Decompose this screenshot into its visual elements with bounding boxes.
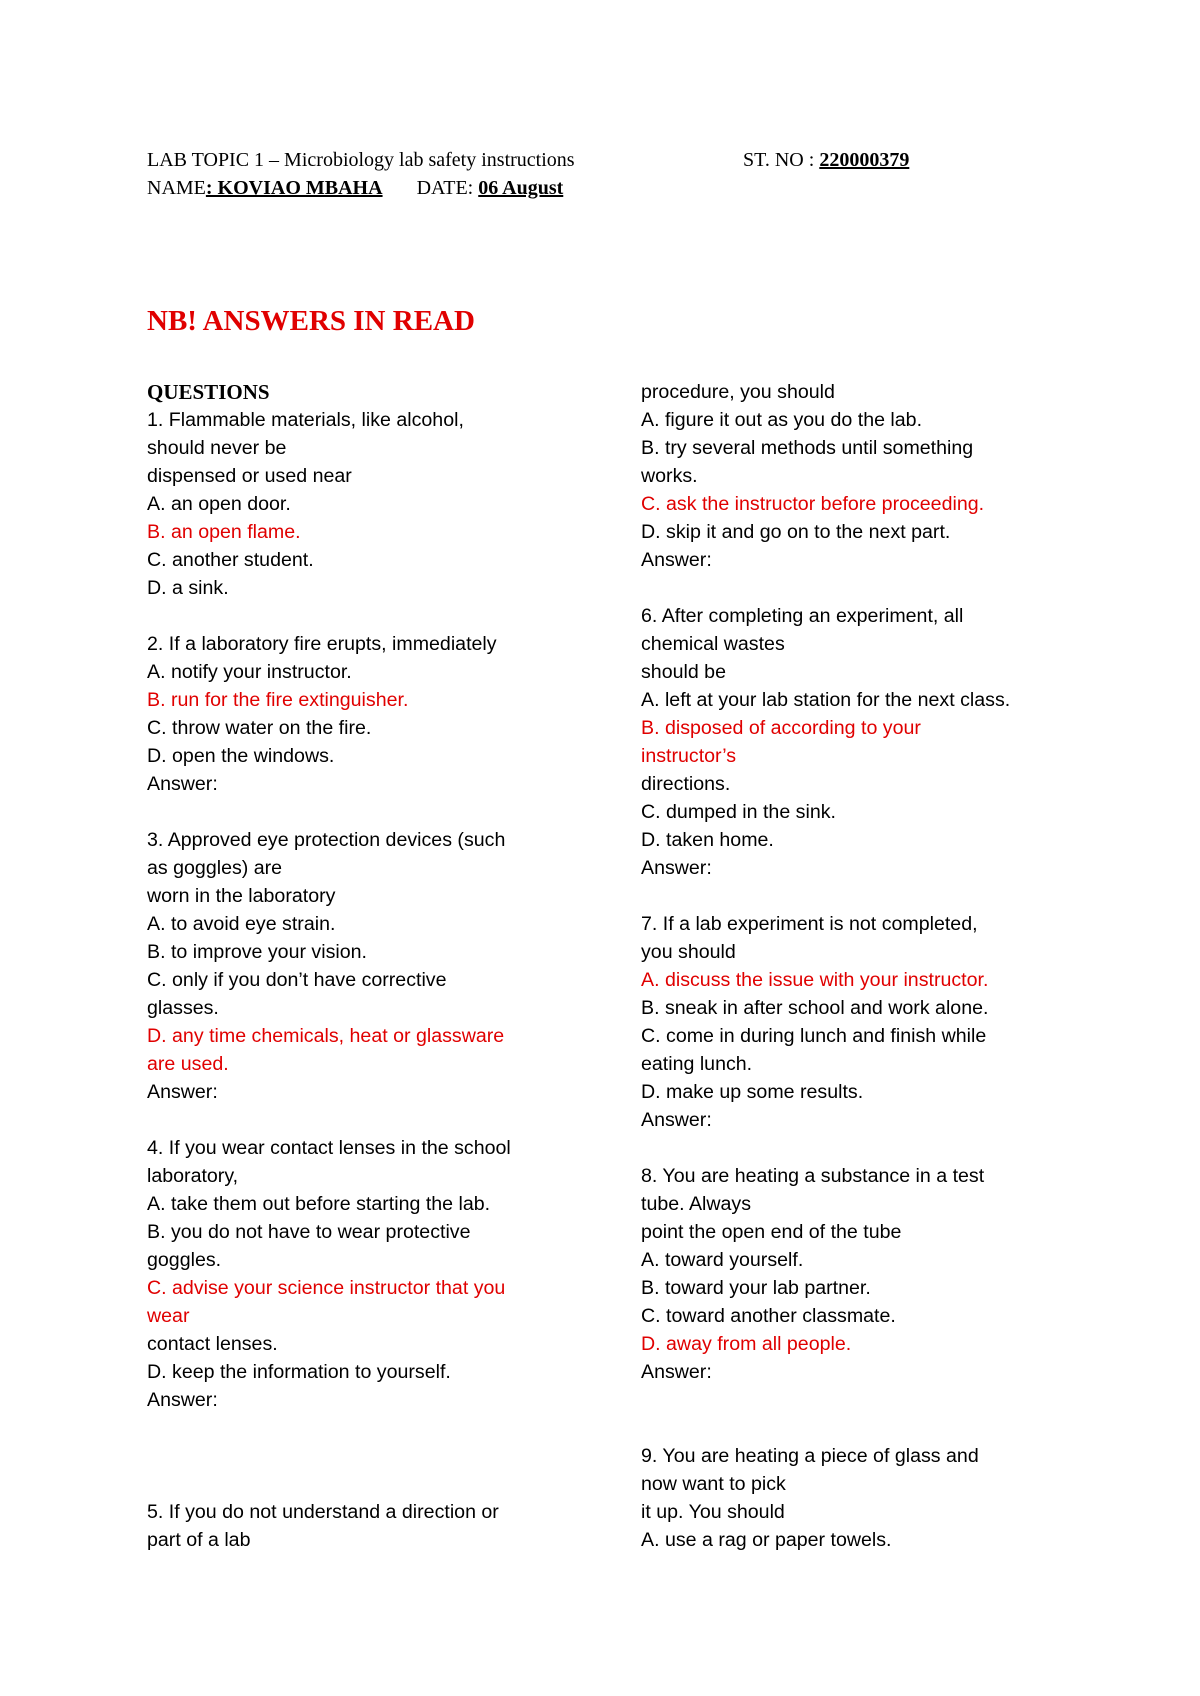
right-column-line: C. come in during lunch and finish while bbox=[641, 1025, 987, 1047]
right-column-line: D. skip it and go on to the next part. bbox=[641, 521, 951, 543]
name-date-line bbox=[147, 174, 563, 202]
left-column-line: B. run for the fire extinguisher. bbox=[147, 689, 409, 711]
left-column-line: goggles. bbox=[147, 1249, 222, 1271]
right-column-spacer bbox=[641, 1386, 1081, 1414]
right-column-line: should be bbox=[641, 661, 726, 683]
left-column-line: are used. bbox=[147, 1053, 229, 1075]
date-value: 06 August bbox=[478, 177, 564, 199]
right-column-line: B. sneak in after school and work alone. bbox=[641, 997, 989, 1019]
left-column-line: QUESTIONS bbox=[147, 380, 270, 404]
right-column bbox=[641, 378, 1081, 1554]
answers-note: NB! ANSWERS IN READ bbox=[147, 305, 475, 337]
left-column-line: 4. If you wear contact lenses in the school bbox=[147, 1137, 511, 1159]
left-column-spacer bbox=[147, 602, 617, 630]
right-column-line: 7. If a lab experiment is not completed, bbox=[641, 913, 978, 935]
right-column-line: Answer: bbox=[641, 549, 712, 571]
right-column-line: Answer: bbox=[641, 1109, 712, 1131]
lab-topic bbox=[147, 146, 575, 174]
right-column-line: tube. Always bbox=[641, 1193, 752, 1215]
left-column-line: C. another student. bbox=[147, 549, 314, 571]
right-column-line: B. try several methods until something bbox=[641, 437, 974, 459]
student-number-value: 220000379 bbox=[819, 149, 910, 171]
lab-topic-text: LAB TOPIC 1 – Microbiology lab safety instructions bbox=[147, 149, 575, 171]
right-column-line: you should bbox=[641, 941, 736, 963]
left-column-spacer bbox=[147, 1442, 617, 1470]
left-column-line: A. take them out before starting the lab. bbox=[147, 1193, 491, 1215]
left-column bbox=[147, 378, 617, 1554]
name-value: : KOVIAO MBAHA bbox=[205, 177, 383, 199]
left-column-spacer bbox=[147, 1470, 617, 1498]
right-column-line: now want to pick bbox=[641, 1473, 786, 1495]
right-column-line: directions. bbox=[641, 773, 731, 795]
left-column-line: laboratory, bbox=[147, 1165, 239, 1187]
right-column-line: instructor’s bbox=[641, 745, 737, 767]
left-column-spacer bbox=[147, 1106, 617, 1134]
left-column-line: C. throw water on the fire. bbox=[147, 717, 372, 739]
right-column-line: A. discuss the issue with your instructor. bbox=[641, 969, 989, 991]
left-column-line: worn in the laboratory bbox=[147, 885, 336, 907]
left-column-line: contact lenses. bbox=[147, 1333, 278, 1355]
left-column-line: glasses. bbox=[147, 997, 219, 1019]
right-column-line: D. make up some results. bbox=[641, 1081, 864, 1103]
right-column-line: D. away from all people. bbox=[641, 1333, 852, 1355]
right-column-line: D. taken home. bbox=[641, 829, 774, 851]
left-column-line: Answer: bbox=[147, 773, 218, 795]
right-column-line: point the open end of the tube bbox=[641, 1221, 902, 1243]
left-column-line: D. keep the information to yourself. bbox=[147, 1361, 451, 1383]
right-column-line: 8. You are heating a substance in a test bbox=[641, 1165, 985, 1187]
right-column-line: C. dumped in the sink. bbox=[641, 801, 836, 823]
left-column-line: A. to avoid eye strain. bbox=[147, 913, 336, 935]
left-column-line: 5. If you do not understand a direction or bbox=[147, 1501, 499, 1523]
right-column-line: 6. After completing an experiment, all bbox=[641, 605, 964, 627]
left-column-line: A. notify your instructor. bbox=[147, 661, 352, 683]
right-column-line: it up. You should bbox=[641, 1501, 785, 1523]
left-column-line: B. to improve your vision. bbox=[147, 941, 367, 963]
left-column-line: 1. Flammable materials, like alcohol, bbox=[147, 409, 464, 431]
left-column-spacer bbox=[147, 798, 617, 826]
left-column-line: C. only if you don’t have corrective bbox=[147, 969, 447, 991]
right-column-line: eating lunch. bbox=[641, 1053, 753, 1075]
left-column-line: B. you do not have to wear protective bbox=[147, 1221, 471, 1243]
left-column-line: dispensed or used near bbox=[147, 465, 352, 487]
right-column-line: works. bbox=[641, 465, 698, 487]
left-column-line: B. an open flame. bbox=[147, 521, 301, 543]
right-column-line: C. toward another classmate. bbox=[641, 1305, 896, 1327]
student-number-label: ST. NO : bbox=[743, 149, 820, 171]
left-column-line: wear bbox=[147, 1305, 190, 1327]
right-column-line: Answer: bbox=[641, 1361, 712, 1383]
left-column-line: A. an open door. bbox=[147, 493, 291, 515]
left-column-line: as goggles) are bbox=[147, 857, 283, 879]
right-column-line: A. toward yourself. bbox=[641, 1249, 804, 1271]
right-column-line: A. left at your lab station for the next class. bbox=[641, 689, 1011, 711]
left-column-line: Answer: bbox=[147, 1389, 218, 1411]
left-column-line: C. advise your science instructor that you bbox=[147, 1277, 506, 1299]
right-column-line: C. ask the instructor before proceeding. bbox=[641, 493, 985, 515]
name-label: NAME bbox=[147, 177, 206, 199]
right-column-line: A. figure it out as you do the lab. bbox=[641, 409, 923, 431]
right-column-line: procedure, you should bbox=[641, 381, 835, 403]
left-column-line: Answer: bbox=[147, 1081, 218, 1103]
left-column-line: should never be bbox=[147, 437, 287, 459]
right-column-line: 9. You are heating a piece of glass and bbox=[641, 1445, 979, 1467]
left-column-line: D. open the windows. bbox=[147, 745, 335, 767]
right-column-line: B. toward your lab partner. bbox=[641, 1277, 871, 1299]
right-column-line: Answer: bbox=[641, 857, 712, 879]
left-column-line: D. a sink. bbox=[147, 577, 229, 599]
left-column-spacer bbox=[147, 1414, 617, 1442]
date-label: DATE: bbox=[416, 177, 479, 199]
student-number bbox=[743, 146, 909, 174]
right-column-spacer bbox=[641, 574, 1081, 602]
right-column-line: chemical wastes bbox=[641, 633, 785, 655]
right-column-line: B. disposed of according to your bbox=[641, 717, 921, 739]
right-column-spacer bbox=[641, 1414, 1081, 1442]
left-column-line: D. any time chemicals, heat or glassware bbox=[147, 1025, 505, 1047]
left-column-line: part of a lab bbox=[147, 1529, 251, 1551]
right-column-line: A. use a rag or paper towels. bbox=[641, 1529, 892, 1551]
left-column-line: 3. Approved eye protection devices (such bbox=[147, 829, 506, 851]
right-column-spacer bbox=[641, 1134, 1081, 1162]
left-column-line: 2. If a laboratory fire erupts, immediately bbox=[147, 633, 497, 655]
right-column-spacer bbox=[641, 882, 1081, 910]
